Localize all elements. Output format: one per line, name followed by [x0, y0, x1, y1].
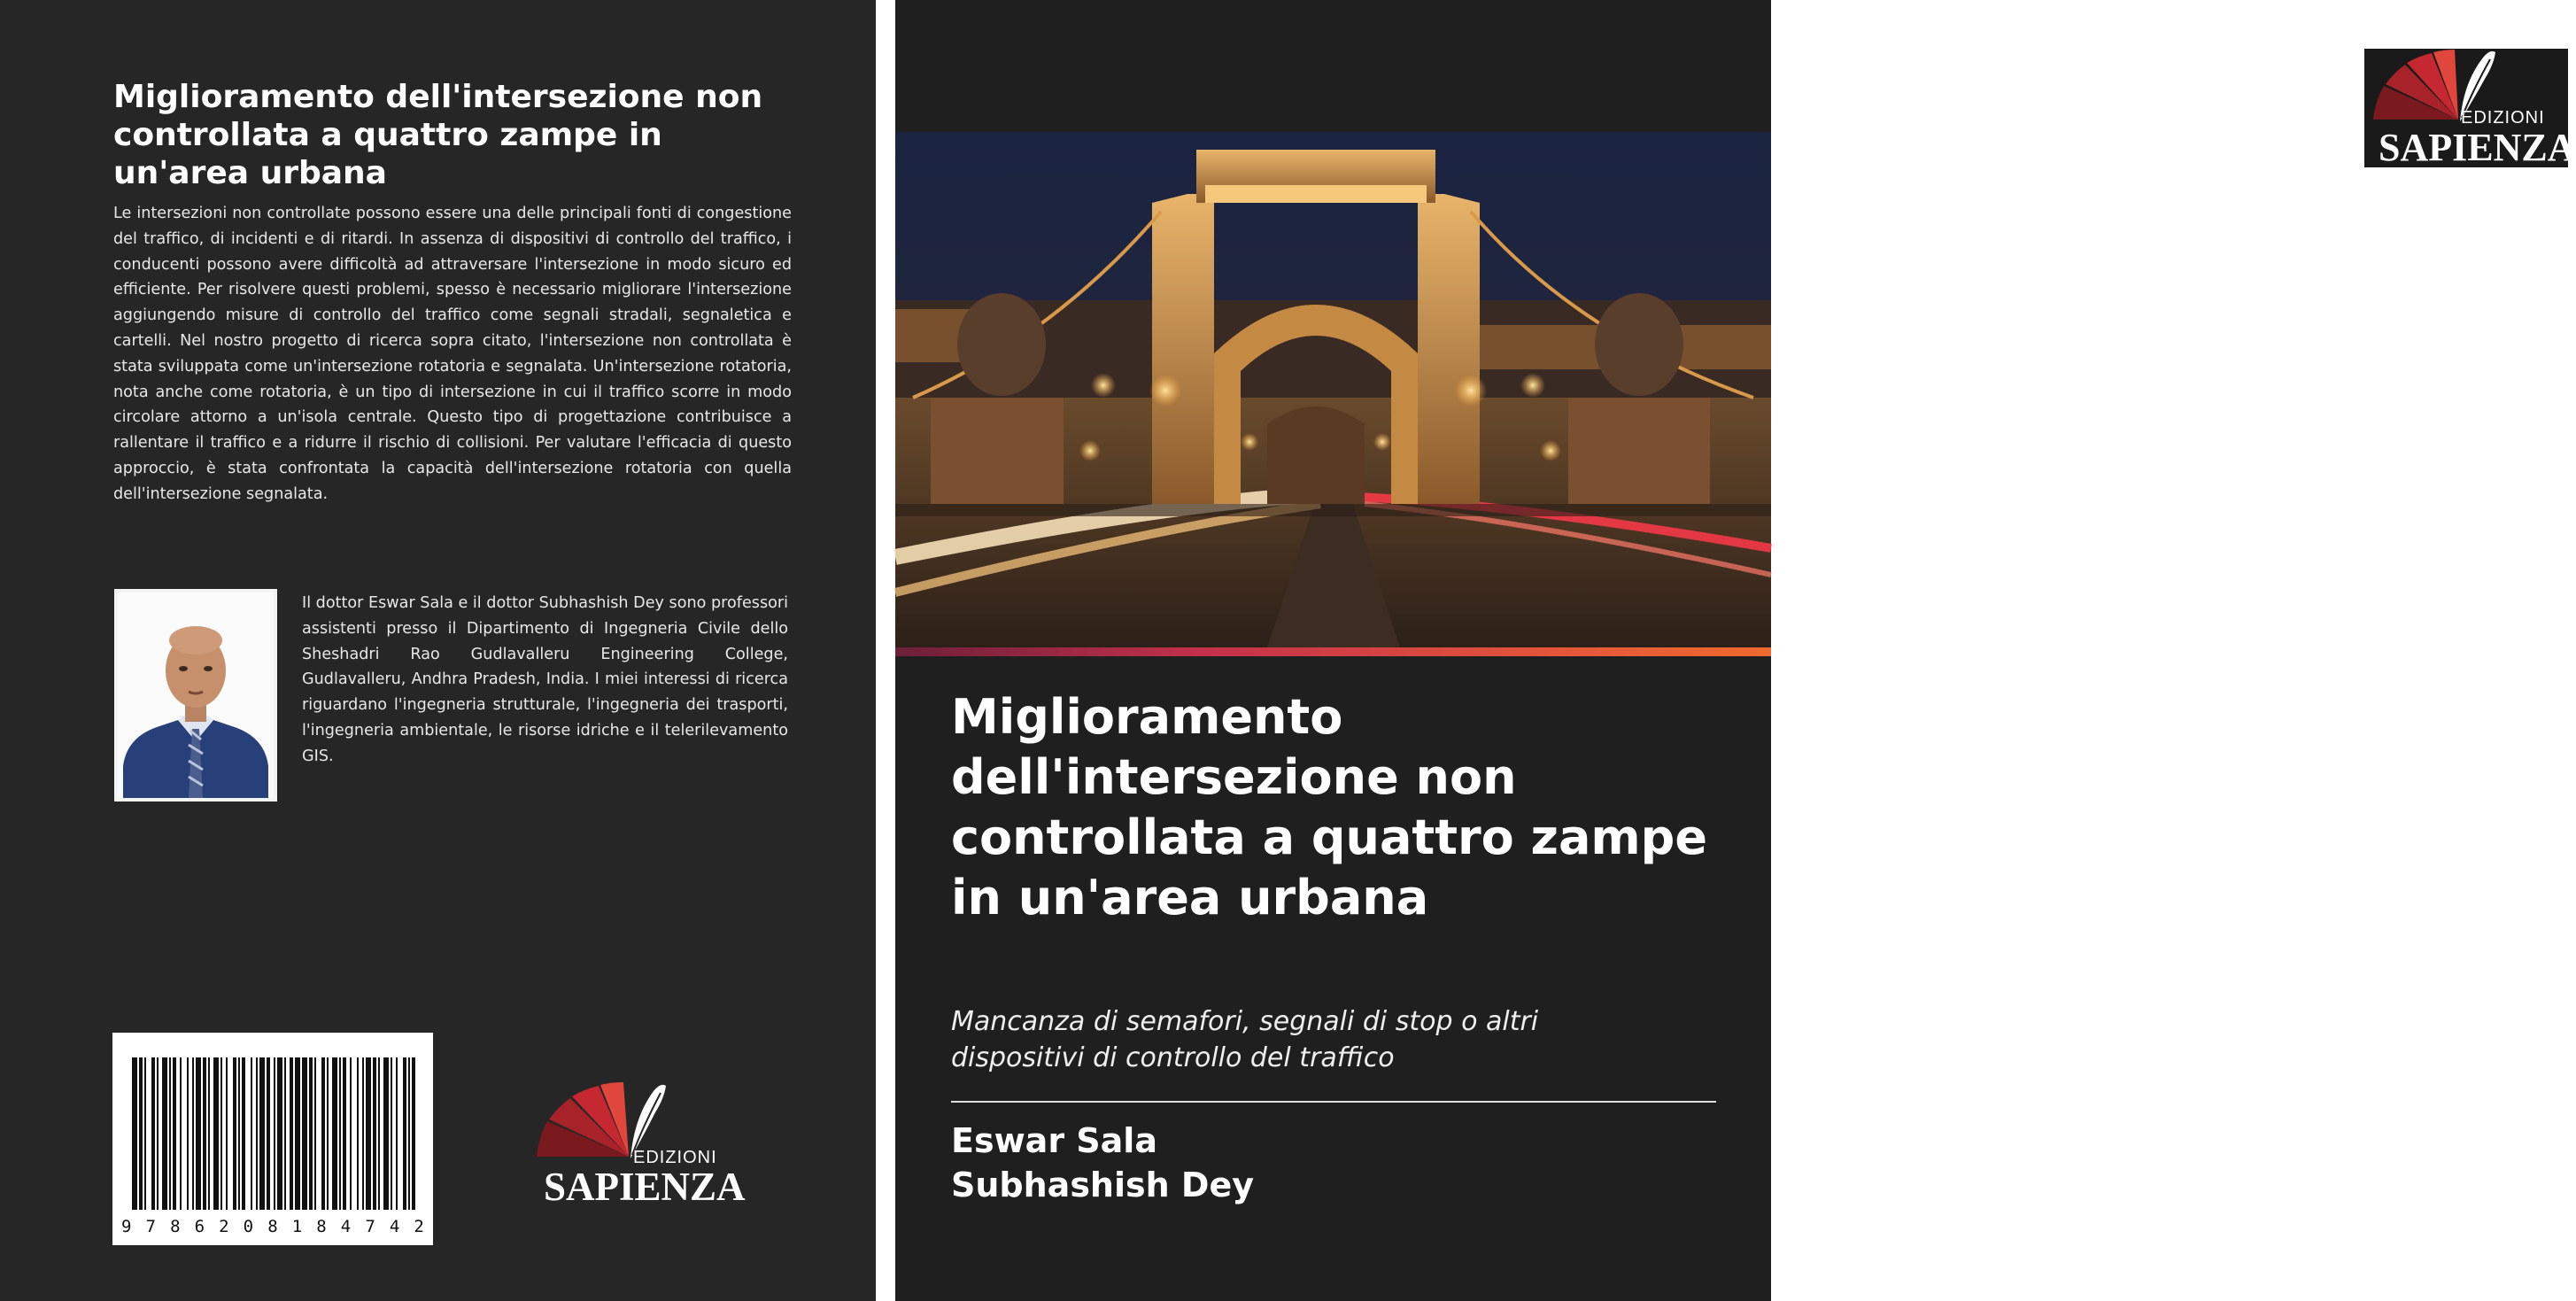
barcode-bar	[251, 1057, 252, 1210]
barcode-digit: 0	[243, 1217, 254, 1236]
barcode-bar	[309, 1057, 313, 1210]
barcode-digit: 7	[365, 1217, 375, 1236]
barcode-digit: 7	[145, 1217, 156, 1236]
barcode-bar	[192, 1057, 194, 1210]
barcode-bar	[187, 1057, 189, 1210]
barcode-bar	[339, 1057, 341, 1210]
barcode-bar	[302, 1057, 307, 1210]
barcode-bar	[157, 1057, 159, 1210]
barcode-bar	[132, 1057, 137, 1210]
barcode-bar	[362, 1057, 364, 1210]
barcode-bar	[357, 1057, 359, 1210]
front-cover-title: Miglioramento dell'intersezione non controllata a quattro zampe in un'area urbana	[951, 689, 1707, 925]
cover-accent-strip	[895, 647, 1771, 656]
barcode-bar	[226, 1057, 228, 1210]
barcode-digit: 4	[389, 1217, 400, 1236]
author-portrait-icon	[114, 589, 277, 802]
barcode-bar	[208, 1057, 210, 1210]
back-cover-blurb: Le intersezioni non controllate possono essere una delle principali fonti di congestione del traffico, di incidenti e di ritardi. In assenza di dispositivi di controllo del traffico, i conducenti possono avere difficoltà ad attraversare l'intersezione in modo sicuro ed efficiente. Per risolvere questi problemi, spesso è necessario migliorare l'intersezione aggiungendo misure di controllo del traffico come segnali stradali, segnaletica e cartelli. Nel nostro progetto di ricerca sopra citato, l'intersezione non controllata è stata sviluppata come un'intersezione rotatoria e segnalata. Un'intersezione rotatoria, nota anche come rotatoria, è un tipo di intersezione in cui il traffico scorre in modo circolare attorno a un'isola centrale. Questo tipo di progettazione contribuisce a rallentare il traffico e a ridurre il rischio di collisioni. Per valutare l'efficacia di questo approccio, è stata confrontata la capacità dell'intersezione rotatoria con quella dell'intersezione segnalata.	[113, 205, 792, 503]
isbn-barcode	[112, 1033, 433, 1245]
barcode-bar	[321, 1057, 325, 1210]
cover-photo-chain-bridge	[895, 132, 1771, 647]
barcode-digit: 6	[194, 1217, 205, 1236]
author-name: Eswar Sala	[951, 1121, 1157, 1160]
back-cover	[0, 0, 876, 1301]
barcode-bar	[396, 1057, 398, 1210]
publisher-line1: EDIZIONI	[2461, 108, 2545, 128]
barcode-bars	[112, 1033, 433, 1245]
front-cover-subtitle: Mancanza di semafori, segnali di stop o altri dispositivi di controllo del traffico	[951, 1006, 1539, 1073]
barcode-bar	[408, 1057, 410, 1210]
barcode-bar	[366, 1057, 371, 1210]
barcode-bar	[274, 1057, 275, 1210]
barcode-bar	[295, 1057, 300, 1210]
barcode-bar	[332, 1057, 337, 1210]
barcode-digit: 4	[340, 1217, 352, 1236]
barcode-bar	[256, 1057, 258, 1210]
back-cover-title: Miglioramento dell'intersezione non controllata a quattro zampe in un'area urbana	[113, 79, 763, 191]
publisher-logo-back	[531, 1082, 746, 1209]
barcode-bar	[277, 1057, 282, 1210]
bridge-night-image	[895, 132, 1771, 647]
barcode-bar	[403, 1057, 406, 1210]
barcode-bar	[373, 1057, 376, 1210]
barcode-digit: 8	[316, 1217, 327, 1236]
barcode-bar	[290, 1057, 293, 1210]
barcode-bar	[259, 1057, 265, 1210]
barcode-bar	[327, 1057, 329, 1210]
barcode-bar	[151, 1057, 155, 1210]
barcode-digit: 8	[170, 1217, 181, 1236]
barcode-bar	[284, 1057, 286, 1210]
front-cover	[895, 0, 2576, 1301]
barcode-bar	[383, 1057, 389, 1210]
barcode-bar	[343, 1057, 346, 1210]
barcode-bar	[196, 1057, 201, 1210]
barcode-digit: 2	[414, 1217, 424, 1236]
author-bio: Il dottor Eswar Sala e il dottor Subhashish Dey sono professori assistenti presso il Dipartimento di Ingegneria Civile dello Sheshadri Rao Gudlavalleru Engineering College, Gudlavalleru, Andhra Pradesh, India. I miei interessi di ricerca riguardano l'ingegneria strutturale, l'ingegneria dei trasporti, l'ingegneria ambientale, le risorse idriche e il telerilevamento GIS.	[302, 594, 788, 765]
barcode-bar	[314, 1057, 316, 1210]
publisher-logo-front	[2364, 49, 2576, 169]
publisher-line2: SAPIENZA	[544, 1165, 746, 1209]
barcode-bar	[233, 1057, 236, 1210]
barcode-digit: 9	[121, 1217, 132, 1236]
barcode-bar	[180, 1057, 182, 1210]
barcode-digit: 2	[219, 1217, 229, 1236]
author-photo	[114, 589, 277, 802]
barcode-bar	[267, 1057, 270, 1210]
barcode-digit: 1	[291, 1217, 303, 1236]
publisher-line2: SAPIENZA	[2379, 126, 2576, 169]
barcode-bar	[350, 1057, 352, 1210]
barcode-digit: 8	[267, 1217, 278, 1236]
barcode-digits	[121, 1217, 424, 1236]
barcode-bar	[242, 1057, 245, 1210]
barcode-bar	[220, 1057, 222, 1210]
barcode-bar	[203, 1057, 206, 1210]
barcode-bar	[139, 1057, 143, 1210]
author-name: Subhashish Dey	[951, 1165, 1254, 1204]
divider	[951, 1101, 1716, 1103]
barcode-bar	[412, 1057, 415, 1210]
barcode-bar	[173, 1057, 176, 1210]
barcode-bar	[391, 1057, 392, 1210]
author-list	[951, 1119, 1254, 1207]
barcode-bar	[238, 1057, 240, 1210]
barcode-bar	[213, 1057, 219, 1210]
barcode-bar	[162, 1057, 167, 1210]
publisher-line1: EDIZIONI	[633, 1148, 717, 1167]
barcode-bar	[169, 1057, 171, 1210]
barcode-bar	[144, 1057, 146, 1210]
barcode-bar	[378, 1057, 380, 1210]
